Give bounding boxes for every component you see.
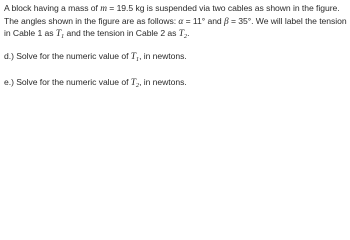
part-d-subscript: 1 <box>135 55 140 63</box>
mass-variable: m <box>100 4 107 14</box>
beta-variable: β <box>224 16 229 27</box>
part-e-suffix: , in newtons. <box>139 77 187 88</box>
t1-variable <box>56 29 64 39</box>
question-part-e <box>4 77 348 90</box>
problem-statement <box>4 3 348 41</box>
alpha-variable: α <box>178 16 184 27</box>
part-e-variable <box>131 78 139 88</box>
problem-text <box>4 3 348 90</box>
part-e-subscript: 2 <box>135 82 140 90</box>
statement-text-4: = 35°. We will label the tension in Cable 1 as <box>4 15 347 39</box>
part-d-prefix: d.) Solve for the numeric value of <box>4 50 131 61</box>
t2-subscript: 2 <box>183 33 188 41</box>
t1-symbol: T <box>55 29 62 40</box>
part-d-suffix: , in newtons. <box>139 50 187 61</box>
part-e-symbol: T <box>130 78 136 89</box>
part-d-symbol: T <box>130 51 136 62</box>
t2-variable <box>178 28 190 41</box>
t1-subscript: 1 <box>61 33 65 41</box>
part-e-prefix: e.) Solve for the numeric value of <box>4 77 131 88</box>
statement-text-1: A block having a mass of <box>4 3 101 13</box>
part-d-variable <box>131 52 139 62</box>
statement-text-3: = 11° and <box>183 15 224 26</box>
t2-symbol: T <box>178 29 184 40</box>
statement-text-6: . <box>187 28 190 39</box>
statement-text-5: and the tension in Cable 2 as <box>64 28 179 39</box>
question-part-d <box>4 51 348 64</box>
statement-text-2: = 19.5 kg is suspended via two cables as shown in the figure. The angles shown in the figure are as follows: <box>4 3 340 26</box>
